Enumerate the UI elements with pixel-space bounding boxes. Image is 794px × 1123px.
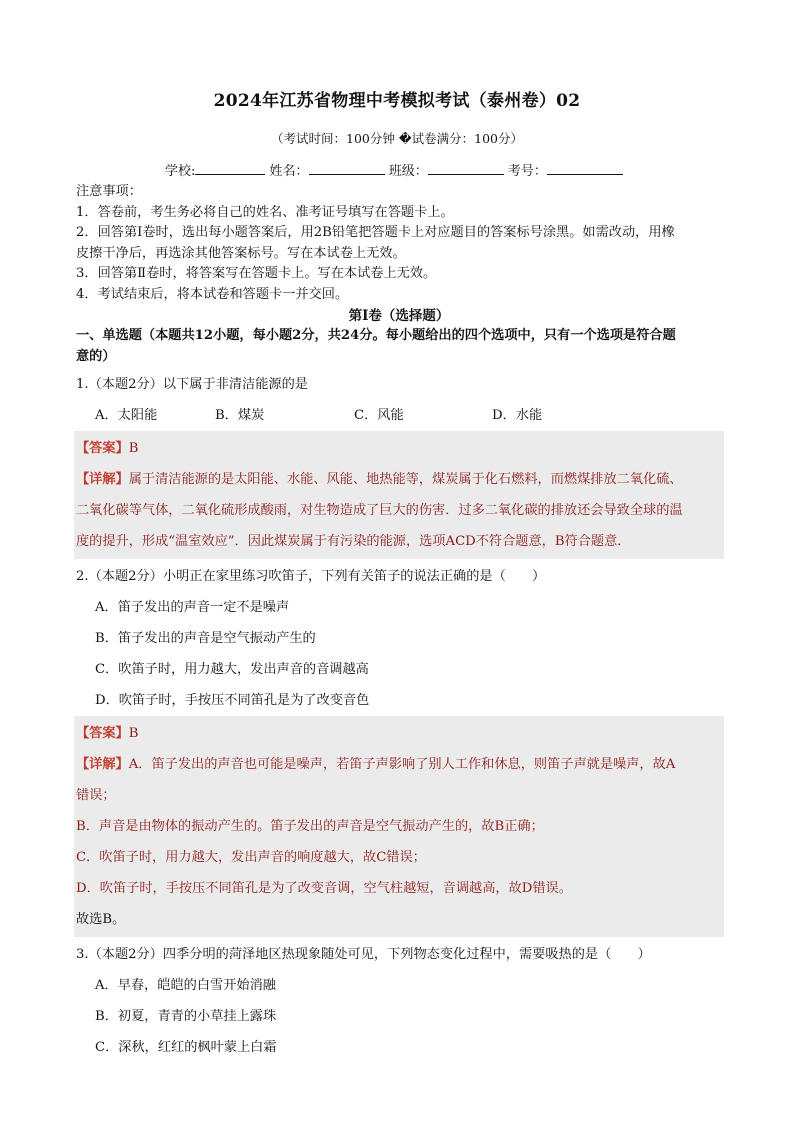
exam-number-blank[interactable] [547,160,623,175]
answer-value: B [128,726,139,741]
section-instruction: 一、单选题（本题共12小题，每小题2分，共24分。每小题给出的四个选项中，只有一个选项是符合题 [76,328,676,343]
question-3-stem: 3.（本题2分）四季分明的菏泽地区热现象随处可见，下列物态变化过程中，需要吸热的是（ ） [76,947,651,962]
student-info-row [165,160,623,179]
detail-tag: 【详解】 [76,757,129,772]
question-1-answer-box [74,431,724,559]
answer-tag: 【答案】 [76,726,129,741]
detail-line: 故选B。 [76,912,126,927]
notice-item: 1．答卷前，考生务必将自己的姓名、准考证号填写在答题卡上。 [76,204,454,220]
class-blank[interactable] [428,160,504,175]
notice-item: 3．回答第Ⅱ卷时，将答案写在答题卡上。写在本试卷上无效。 [76,266,437,281]
option-a: A．太阳能 [95,408,158,423]
option-d: D．吹笛子时，手按压不同笛孔是为了改变音色 [95,693,370,708]
school-label: 学校: [165,164,196,179]
exam-number-label: 考号： [507,164,547,179]
page-title: 2024年江苏省物理中考模拟考试（泰州卷）02 [213,91,581,111]
option-a: A．早春，皑皑的白雪开始消融 [95,978,276,993]
option-b: B．笛子发出的声音是空气振动产生的 [95,631,316,646]
detail-tag: 【详解】 [76,472,129,487]
notice-item: 皮擦干净后，再选涂其他答案标号。写在本试卷上无效。 [76,245,406,261]
class-label: 班级： [388,164,428,179]
detail-line: 错误； [76,788,116,803]
detail-line [76,464,722,495]
option-a: A．笛子发出的声音一定不是噪声 [95,600,290,615]
detail-line [76,749,722,780]
detail-line: D．吹笛子时，手按压不同笛孔是为了改变音调，空气柱越短，音调越高，故D错误。 [76,881,572,896]
option-c: C．吹笛子时，用力越大，发出声音的音调越高 [95,662,369,677]
question-2-stem: 2.（本题2分）小明正在家里练习吹笛子，下列有关笛子的说法正确的是（ ） [76,569,546,584]
answer-tag: 【答案】 [76,441,129,456]
detail-line: B．声音是由物体的振动产生的。笛子发出的声音是空气振动产生的，故B正确； [76,819,544,834]
option-d: D．水能 [492,408,543,423]
option-c: C．风能 [354,408,404,423]
exam-subtitle: （考试时间：100分钟 �试卷满分：100分） [270,131,523,146]
question-1-options [76,400,722,431]
detail-line: C．吹笛子时，用力越大，发出声音的响度越大，故C错误； [76,850,426,865]
notice-item: 4．考试结束后，将本试卷和答题卡一并交回。 [76,286,349,302]
answer-value: B [128,441,139,456]
answer-line [76,718,722,749]
notice-title: 注意事项： [76,184,142,199]
question-1-stem: 1.（本题2分）以下属于非清洁能源的是 [76,377,308,392]
detail-line: 二氧化碳等气体，二氧化硫形成酸雨，对生物造成了巨大的伤害．过多二氧化碳的排放还会导致全球的温 [76,503,683,518]
school-blank[interactable] [195,160,265,175]
question-2-answer-box [74,716,724,937]
answer-line [76,433,722,464]
option-b: B．初夏，青青的小草挂上露珠 [95,1009,277,1024]
option-b: B．煤炭 [215,408,265,423]
section-title: 第I卷（选择题） [348,308,450,324]
option-c: C．深秋，红红的枫叶蒙上白霜 [95,1040,277,1055]
detail-text: 属于清洁能源的是太阳能、水能、风能、地热能等，煤炭属于化石燃料，而燃煤排放二氧化硫、 [128,472,683,487]
detail-text: A．笛子发出的声音也可能是噪声，若笛子声影响了别人工作和休息，则笛子声就是噪声，故A [128,757,676,772]
section-instruction-cont: 意的） [76,348,116,364]
detail-line: 度的提升，形成“温室效应”．因此煤炭属于有污染的能源，选项ACD不符合题意，B符合题意． [76,534,631,549]
name-label: 姓名： [269,164,309,179]
exam-content [76,182,722,1063]
notice-item: 2．回答第Ⅰ卷时，选出每小题答案后，用2B铅笔把答题卡上对应题目的答案标号涂黑。如需改动，用橡 [76,225,675,240]
name-blank[interactable] [309,160,385,175]
